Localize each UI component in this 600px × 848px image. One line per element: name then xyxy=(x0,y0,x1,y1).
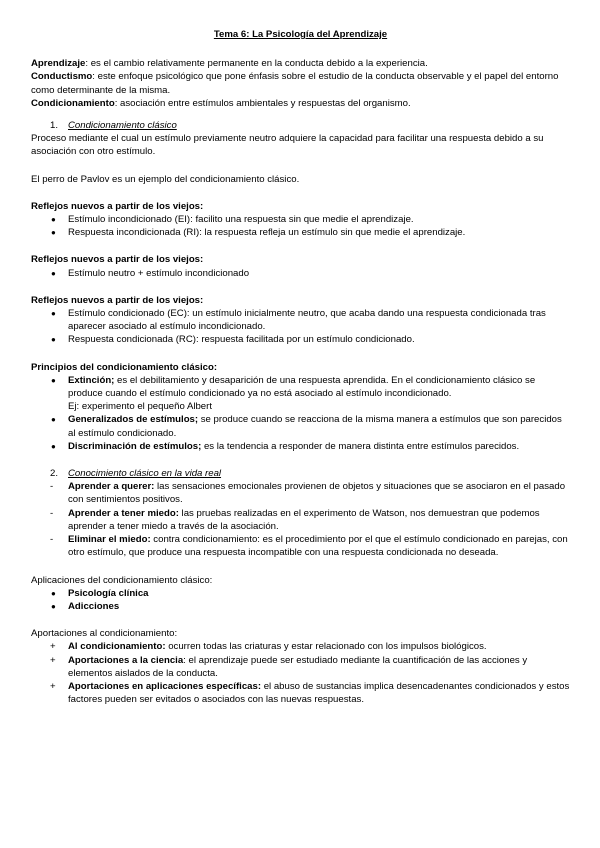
list-item: ● Estímulo neutro + estímulo incondicionado xyxy=(51,267,250,279)
list-item: - Aprender a tener miedo: las pruebas realizadas en el experimento de Watson, nos demuestran que podemos aprender a tener miedo a través de la asociación. xyxy=(50,507,540,532)
bullet-icon: ● xyxy=(51,335,56,345)
bullet-icon: ● xyxy=(51,601,56,611)
list-item: ● Generalizados de estímulos; se produce cuando se reacciona de la misma manera a estímulos que son parecidos al estímulo condicionado. xyxy=(51,414,562,439)
list-item: + Aportaciones a la ciencia: el aprendizaje puede ser estudiado mediante la cuantificación de las acciones y elementos aislados de la conducta. xyxy=(50,654,528,679)
dash-icon: - xyxy=(50,507,54,519)
contributions-heading: Aportaciones al condicionamiento: xyxy=(31,628,178,640)
definition-condicionamiento xyxy=(31,97,570,110)
bullet-icon: ● xyxy=(51,588,56,598)
block-list xyxy=(31,267,570,280)
block-list xyxy=(31,213,570,239)
list-item: + Aportaciones en aplicaciones específicas: el abuso de sustancias implica desencadenantes condicionados y estos factores pueden ser evitados o asociados con las nuevas respuestas. xyxy=(50,680,570,706)
list-item: ● Extinción; es el debilitamiento y desaparición de una respuesta aprendida. En el condicionamiento clásico se produce cuando el estímulo condicionado ya no está asociado al estímulo incondicionado. Ej: experimento el pequeño Albert xyxy=(51,374,536,413)
definition-term: Conductismo xyxy=(31,71,93,83)
real-life-list xyxy=(31,480,570,559)
bullet-icon: ● xyxy=(51,441,56,451)
section-2-heading: 2. Conocimiento clásico en la vida real xyxy=(50,468,222,480)
list-item: ● Psicología clínica xyxy=(51,587,149,599)
plus-icon: + xyxy=(50,654,56,666)
contributions-list xyxy=(31,640,570,706)
example-note: Ej: experimento el pequeño Albert xyxy=(68,401,212,413)
definition-aprendizaje xyxy=(31,57,570,70)
applications-heading: Aplicaciones del condicionamiento clásico: xyxy=(31,574,213,586)
bullet-icon: ● xyxy=(51,215,56,225)
definition-text: : este enfoque psicológico que pone énfasis sobre el estudio de la conducta observable y el papel del entorno como determinante de la misma. xyxy=(31,71,559,96)
list-item: + Al condicionamiento: ocurren todas las criaturas y estar relacionado con los impulsos biológicos. xyxy=(50,641,487,653)
definition-text: : es el cambio relativamente permanente en la conducta debido a la experiencia. xyxy=(85,58,428,70)
block-heading: Reflejos nuevos a partir de los viejos: xyxy=(31,294,204,306)
definition-term: Aprendizaje xyxy=(31,58,86,70)
plus-icon: + xyxy=(50,680,56,692)
applications-list xyxy=(31,587,570,613)
pavlov-note: El perro de Pavlov es un ejemplo del condicionamiento clásico. xyxy=(31,173,300,185)
definition-term: Condicionamiento xyxy=(31,97,115,109)
bullet-icon: ● xyxy=(51,375,56,385)
block-heading: Reflejos nuevos a partir de los viejos: xyxy=(31,200,204,212)
list-item: ● Estímulo condicionado (EC): un estímulo inicialmente neutro, que acaba dando una respuesta condicionada tras aparecer asociado al estímulo incondicionado. xyxy=(51,308,546,333)
definition-conductismo xyxy=(31,70,570,96)
bullet-icon: ● xyxy=(51,415,56,425)
principles-list xyxy=(31,374,570,453)
bullet-icon: ● xyxy=(51,309,56,319)
bullet-icon: ● xyxy=(51,228,56,238)
list-item: ● Respuesta incondicionada (RI): la respuesta refleja un estímulo sin que medie el aprendizaje. xyxy=(51,227,466,239)
plus-icon: + xyxy=(50,641,56,653)
section-1-intro: Proceso mediante el cual un estímulo previamente neutro adquiere la capacidad para facilitar una respuesta debido a su asociación con otro estímulo. xyxy=(31,133,544,158)
list-item: - Aprender a querer: las sensaciones emocionales provienen de objetos y situaciones que se asociaron en el pasado con sentimientos positivos. xyxy=(50,481,566,506)
list-item: - Eliminar el miedo: contra condicionamiento: es el procedimiento por el que el estímulo condicionado en parejas, con otro estímulo, que produce una respuesta incompatible con una respuesta condicionada no deseada. xyxy=(50,534,568,559)
list-item: ● Discriminación de estímulos; es la tendencia a responder de manera distinta entre estímulos parecidos. xyxy=(51,440,520,452)
block-list xyxy=(31,307,570,347)
page-title: Tema 6: La Psicología del Aprendizaje xyxy=(213,29,388,40)
definition-text: : asociación entre estímulos ambientales y respuestas del organismo. xyxy=(114,97,411,109)
bullet-icon: ● xyxy=(51,268,56,278)
block-heading: Reflejos nuevos a partir de los viejos: xyxy=(31,254,204,266)
definitions xyxy=(31,57,570,110)
principles-heading: Principios del condicionamiento clásico: xyxy=(31,361,218,373)
dash-icon: - xyxy=(50,534,54,546)
dash-icon: - xyxy=(50,481,54,493)
list-item: ● Estímulo incondicionado (EI): facilito una respuesta sin que medie el aprendizaje. xyxy=(51,214,414,226)
list-item: ● Adicciones xyxy=(51,600,120,612)
section-1-heading: 1. Condicionamiento clásico xyxy=(50,120,177,132)
list-item: ● Respuesta condicionada (RC): respuesta facilitada por un estímulo condicionado. xyxy=(51,334,415,346)
